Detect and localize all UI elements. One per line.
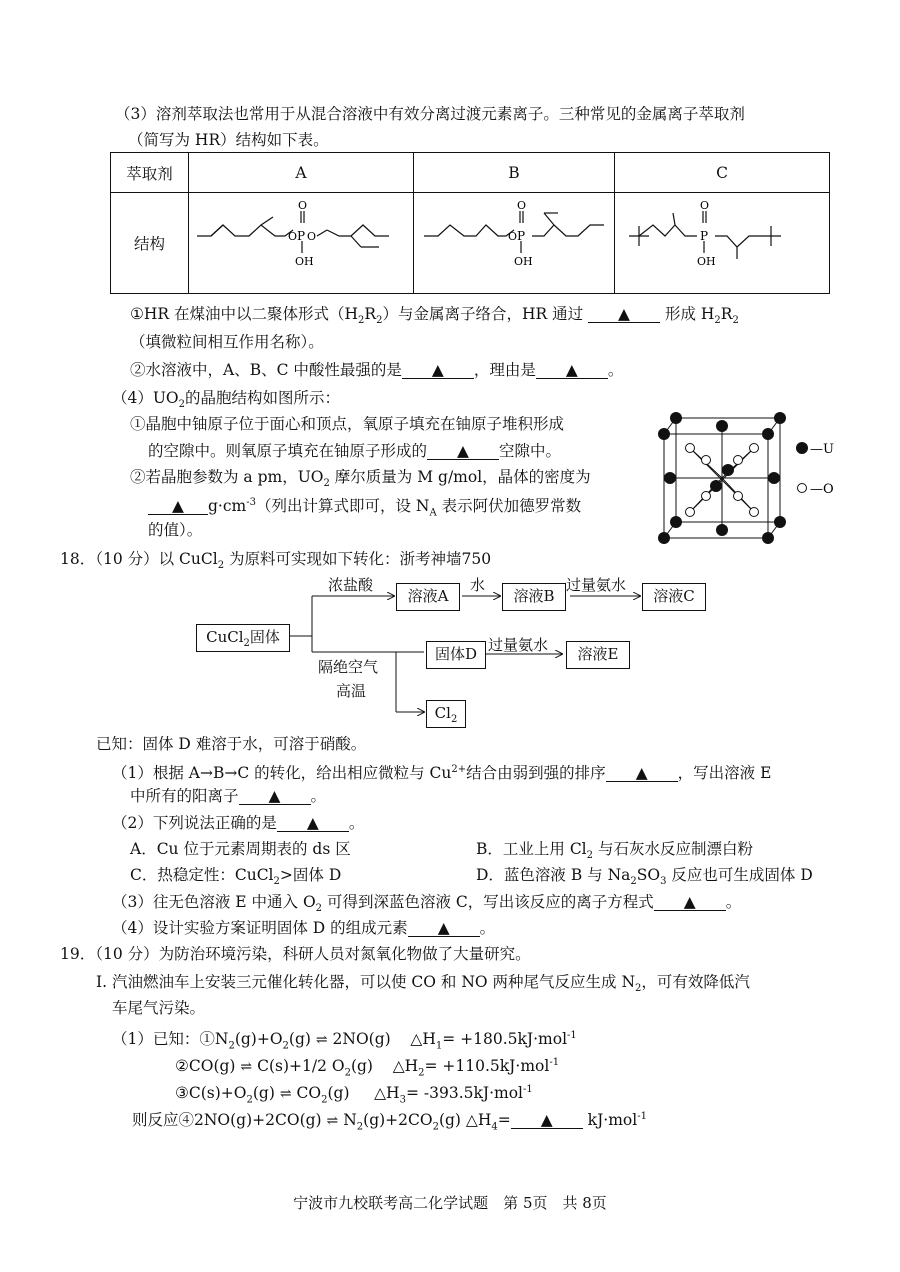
q17-subq1-line2: （填微粒间相互作用名称）。 <box>130 333 324 351</box>
answer-blank-ionic-equation[interactable]: ▲ <box>654 894 726 911</box>
table-col-b: B <box>414 153 615 193</box>
q19-equation-2: ②CO(g) ⇌ C(s)+1/2 $O_2(g)$ $\triangle H_2= +110.5kJ\cdot mol^{-1}$ <box>175 1057 560 1079</box>
q17-part4-s1-line1: ①晶胞中铀原子位于面心和顶点，氧原子填充在铀原子堆积形成 <box>130 415 565 433</box>
o-atom <box>702 456 711 465</box>
structure-c-drawing <box>615 193 829 289</box>
equilibrium-arrow-icon: ⇌ <box>279 1086 292 1103</box>
q19-equation-4: 则反应④2NO(g)+2CO(g) ⇌ $N_2(g)+2CO_2(g)$ $\triangle H_4=$ ▲ kJ·mol$^{-1}$ <box>132 1111 647 1133</box>
flow-label-water: 水 <box>470 576 486 594</box>
legend-u-symbol <box>796 442 808 454</box>
structure-c-oh: OH <box>697 255 716 268</box>
structure-a-drawing <box>189 193 413 289</box>
u-atom <box>762 428 774 440</box>
table-header-structure: 结构 <box>111 193 189 294</box>
answer-blank-void-type[interactable]: ▲ <box>427 443 499 460</box>
answer-blank-delta-h4[interactable]: ▲ <box>511 1112 583 1129</box>
structure-c-p: P <box>700 229 709 243</box>
structure-a-o-left: O <box>288 230 298 243</box>
flow-cl2: $Cl_2$ <box>426 700 466 728</box>
u-atom <box>722 464 734 476</box>
u-atom <box>658 428 670 440</box>
structure-b <box>414 193 615 294</box>
q19-part-i-line2: 车尾气污染。 <box>112 999 206 1017</box>
equilibrium-arrow-icon: ⇌ <box>315 1032 328 1049</box>
q18-part1-line2: 中所有的阳离子 ▲ 。 <box>130 787 327 805</box>
q17-part4-s2-line3: 的值）。 <box>148 521 203 539</box>
answer-blank-density[interactable]: ▲ <box>148 498 208 515</box>
u-atom <box>710 480 722 492</box>
u-atom <box>774 412 786 424</box>
o-atom <box>750 444 759 453</box>
structure-b-p: P <box>517 229 526 243</box>
u-atom <box>774 516 786 528</box>
u-atom <box>664 472 676 484</box>
q18-known: 已知：固体 D 难溶于水，可溶于硝酸。 <box>96 735 367 753</box>
flow-solution-c: 溶液C <box>642 583 706 611</box>
q18-part2: （2）下列说法正确的是 ▲ 。 <box>112 814 365 832</box>
structure-c <box>615 193 830 294</box>
q17-part3-line1: （3）溶剂萃取法也常用于从混合溶液中有效分离过渡元素离子。三种常见的金属离子萃取剂 <box>115 105 745 123</box>
answer-blank-reason[interactable]: ▲ <box>536 362 608 379</box>
table-header-extractant: 萃取剂 <box>111 153 189 193</box>
q19-title: 19．（10 分）为防治环境污染，科研人员对氮氧化物做了大量研究。 <box>60 945 531 963</box>
answer-blank-cations[interactable]: ▲ <box>239 788 311 805</box>
o-atom <box>750 508 759 517</box>
q17-part3-line2: （简写为 HR）结构如下表。 <box>128 131 329 149</box>
q18-option-d[interactable]: D．蓝色溶液 B 与 $Na_2SO_3$ 反应也可生成固体 D <box>476 866 813 888</box>
answer-blank-binding-order[interactable]: ▲ <box>606 765 678 782</box>
flow-label-isolate-air: 隔绝空气 <box>318 658 379 676</box>
o-atom <box>686 444 695 453</box>
answer-blank-correct-option[interactable]: ▲ <box>277 815 349 832</box>
structure-c-o-top: O <box>700 199 710 212</box>
o-atom <box>686 508 695 517</box>
q17-part4-title: $(4)UO_2$的晶胞结构如图所示： <box>112 389 341 411</box>
q18-option-b[interactable]: B．工业上用 $Cl_2$ 与石灰水反应制漂白粉 <box>476 840 753 862</box>
flow-label-excess-ammonia-2: 过量氨水 <box>488 636 549 654</box>
q19-equation-3: $③C(s)+O_2(g)$ ⇌ $CO_2(g)$ $\triangle H_3= -393.5kJ\cdot mol^{-1}$ <box>175 1084 533 1106</box>
flow-solution-e: 溶液E <box>566 641 630 669</box>
u-atom <box>670 412 682 424</box>
q19-equation-1: （1）已知：$①N_2(g)+O_2(g)$ ⇌ 2NO(g) $\triangle H_1= +180.5kJ\cdot mol^{-1}$ <box>112 1030 577 1052</box>
structure-a <box>189 193 414 294</box>
q18-part1-line1: （1）根据 A→B→C 的转化，给出相应微粒与 $Cu^{2+}$结合由弱到强的排序 ▲ ，写出溶液 E <box>112 764 772 783</box>
q17-subq1-line1: ①HR 在煤油中以二聚体形式$(H_2R_2)$与金属离子络合，HR 通过 ▲ 形成 $H_2R_2$ <box>130 305 739 327</box>
legend-o-label: —O <box>810 482 834 497</box>
equilibrium-arrow-icon: ⇌ <box>326 1113 339 1130</box>
u-atom <box>658 532 670 544</box>
legend-u-label: —U <box>810 442 834 457</box>
u-atom <box>762 532 774 544</box>
structure-a-oh: OH <box>295 255 314 268</box>
answer-blank-strongest-acid[interactable]: ▲ <box>402 362 474 379</box>
flow-solution-a: 溶液A <box>396 583 460 611</box>
structure-a-p: P <box>297 229 306 243</box>
table-col-a: A <box>189 153 414 193</box>
structure-b-drawing <box>414 193 614 289</box>
o-atom <box>734 492 743 501</box>
flow-solid-d: 固体D <box>426 641 486 669</box>
u-atom <box>768 472 780 484</box>
q17-part4-s2-line2: ▲ $g\cdot cm^{-3}$（列出计算式即可，设 $N_A$ 表示阿伏加德罗常数 <box>148 493 581 523</box>
answer-blank-interaction[interactable]: ▲ <box>588 306 660 323</box>
o-atom <box>734 456 743 465</box>
structure-b-oh: OH <box>514 255 533 268</box>
legend-o-symbol <box>798 484 807 493</box>
q17-part4-s1-line2: 的空隙中。则氧原子填充在铀原子形成的 ▲ 空隙中。 <box>148 442 562 460</box>
flow-solution-b: 溶液B <box>502 583 566 611</box>
u-atom <box>716 524 728 536</box>
u-atom <box>716 420 728 432</box>
flow-label-excess-ammonia-1: 过量氨水 <box>566 576 627 594</box>
uo2-unit-cell-diagram <box>650 408 850 548</box>
structure-a-o-right: O <box>307 230 317 243</box>
table-col-c: C <box>615 153 830 193</box>
structure-a-o-top: O <box>298 199 308 212</box>
o-atom <box>702 492 711 501</box>
flow-label-high-temp: 高温 <box>336 682 367 700</box>
q18-part3: （3）往无色溶液 E 中通入 $O_2$ 可得到深蓝色溶液 C，写出该反应的离子方程式 ▲ 。 <box>112 893 742 915</box>
answer-blank-experiment[interactable]: ▲ <box>408 920 480 937</box>
q18-option-a[interactable]: A．Cu 位于元素周期表的 ds 区 <box>130 840 351 858</box>
q18-title: 18．（10 分）以 CuCl$_2$ 为原料可实现如下转化：浙考神墙750 <box>60 550 492 572</box>
structure-b-o: O <box>508 230 518 243</box>
structure-b-o-top: O <box>517 199 527 212</box>
extractant-table <box>110 152 830 294</box>
equilibrium-arrow-icon: ⇌ <box>240 1059 253 1076</box>
q19-part-i-line1: Ⅰ. 汽油燃油车上安装三元催化转化器，可以使 CO 和 NO 两种尾气反应生成 $N_2$，可有效降低汽 <box>96 973 750 995</box>
q17-part4-s2-line1: ②若晶胞参数为 a pm，$UO_2$ 摩尔质量为 M g/mol，晶体的密度为 <box>130 468 591 490</box>
flow-label-conc-hcl: 浓盐酸 <box>328 576 374 594</box>
q18-option-c[interactable]: C．热稳定性：CuCl$_2$>固体 D <box>130 866 342 888</box>
page-footer: 宁波市九校联考高二化学试题 第 5页 共 8页 <box>293 1194 607 1212</box>
q17-subq2: ②水溶液中，A、B、C 中酸性最强的是 ▲ ，理由是 ▲ 。 <box>130 361 624 379</box>
q18-part4: （4）设计实验方案证明固体 D 的组成元素 ▲ 。 <box>112 919 496 937</box>
flow-cucl2-solid: CuCl$_2$固体 <box>196 624 290 652</box>
u-atom <box>670 516 682 528</box>
